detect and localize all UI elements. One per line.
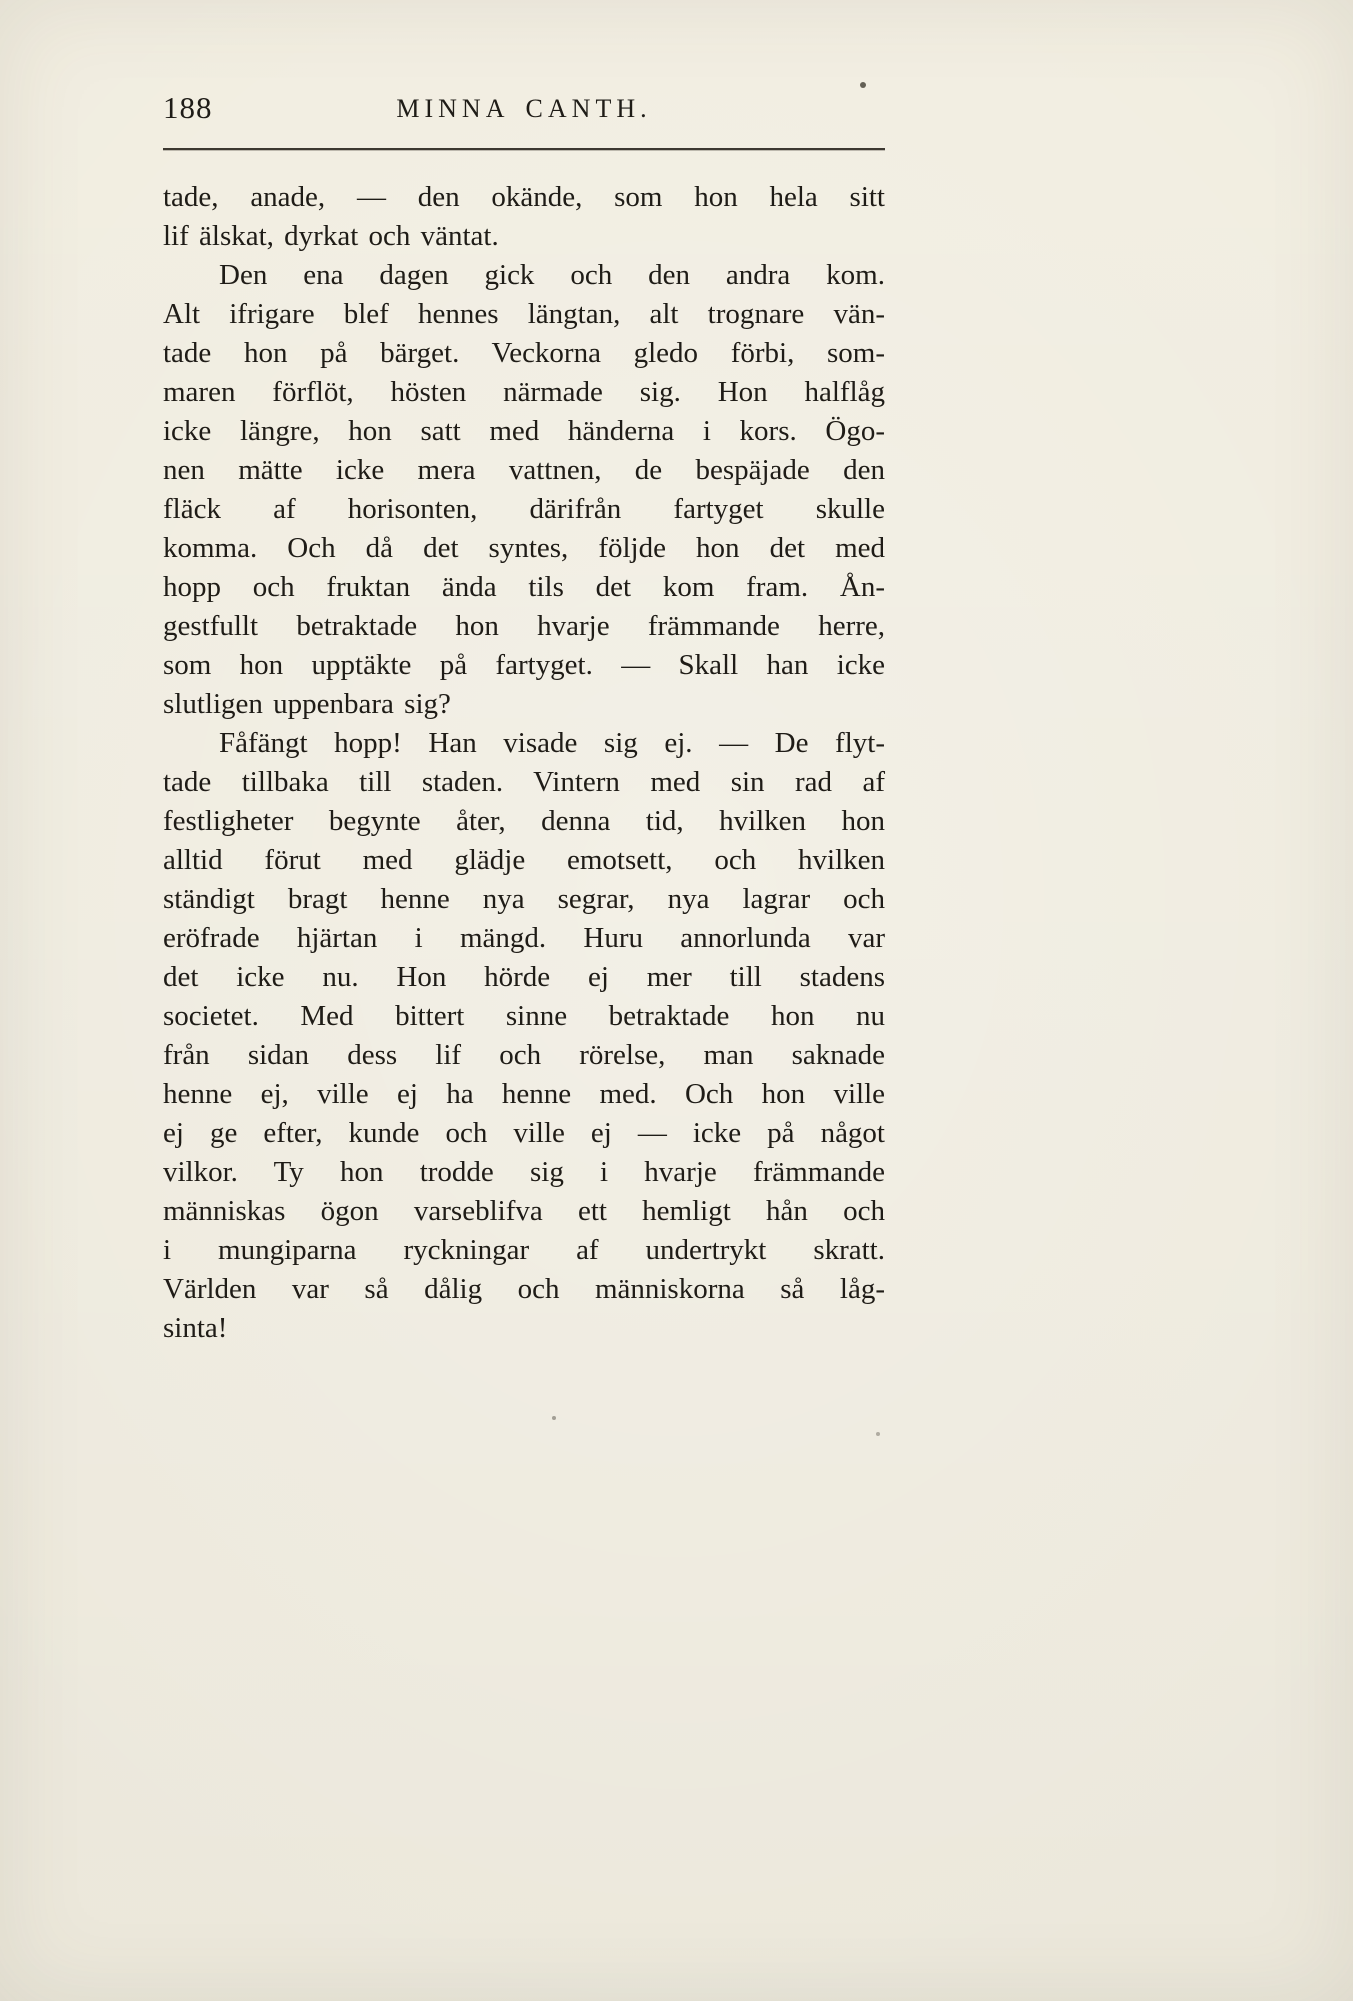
text-line: alltid förut med glädje emotsett, och hvilken: [163, 844, 885, 876]
text-line: Alt ifrigare blef hennes längtan, alt trognare vän-: [163, 298, 885, 330]
text-line: slutligen uppenbara sig?: [163, 688, 451, 720]
text-line: tade, anade, — den okände, som hon hela sitt: [163, 181, 885, 213]
text-line: sinta!: [163, 1312, 228, 1344]
text-line: från sidan dess lif och rörelse, man saknade: [163, 1039, 885, 1071]
text-line: tade tillbaka till staden. Vintern med sin rad af: [163, 766, 885, 798]
text-line: maren förflöt, hösten närmade sig. Hon halflåg: [163, 376, 885, 408]
text-line: fläck af horisonten, därifrån fartyget skulle: [163, 493, 885, 525]
text-line: tade hon på bärget. Veckorna gledo förbi, som-: [163, 337, 885, 369]
text-line: Världen var så dålig och människorna så låg-: [163, 1273, 885, 1305]
text-line: i mungiparna ryckningar af undertrykt skratt.: [163, 1234, 885, 1266]
header-rule: [163, 148, 885, 151]
text-line: hopp och fruktan ända tils det kom fram. Ån-: [163, 571, 885, 603]
text-line: människas ögon varseblifva ett hemligt hån och: [163, 1195, 885, 1227]
scan-speck: [860, 82, 866, 88]
text-line: festligheter begynte åter, denna tid, hvilken hon: [163, 805, 885, 837]
text-line: komma. Och då det syntes, följde hon det med: [163, 532, 885, 564]
running-header-title: MINNA CANTH.: [396, 94, 652, 123]
text-line: det icke nu. Hon hörde ej mer till stadens: [163, 961, 885, 993]
scan-speck: [552, 1416, 556, 1420]
text-line: Den ena dagen gick och den andra kom.: [219, 259, 885, 291]
page-number: 188: [163, 90, 213, 125]
scan-speck: [876, 1432, 880, 1436]
text-line: ej ge efter, kunde och ville ej — icke på något: [163, 1117, 885, 1149]
page-body: [163, 178, 885, 1348]
text-line: societet. Med bittert sinne betraktade hon nu: [163, 1000, 885, 1032]
text-column: [163, 90, 885, 1348]
text-line: nen mätte icke mera vattnen, de bespäjade den: [163, 454, 885, 486]
text-line: vilkor. Ty hon trodde sig i hvarje främmande: [163, 1156, 885, 1188]
text-line: henne ej, ville ej ha henne med. Och hon ville: [163, 1078, 885, 1110]
text-line: eröfrade hjärtan i mängd. Huru annorlunda var: [163, 922, 885, 954]
text-line: som hon upptäkte på fartyget. — Skall han icke: [163, 649, 885, 681]
text-line: lif älskat, dyrkat och väntat.: [163, 220, 499, 252]
text-line: Fåfängt hopp! Han visade sig ej. — De flyt-: [219, 727, 885, 759]
text-line: icke längre, hon satt med händerna i kors. Ögo-: [163, 415, 885, 447]
text-line: ständigt bragt henne nya segrar, nya lagrar och: [163, 883, 885, 915]
running-head: [163, 90, 885, 136]
text-line: gestfullt betraktade hon hvarje främmande herre,: [163, 610, 885, 642]
